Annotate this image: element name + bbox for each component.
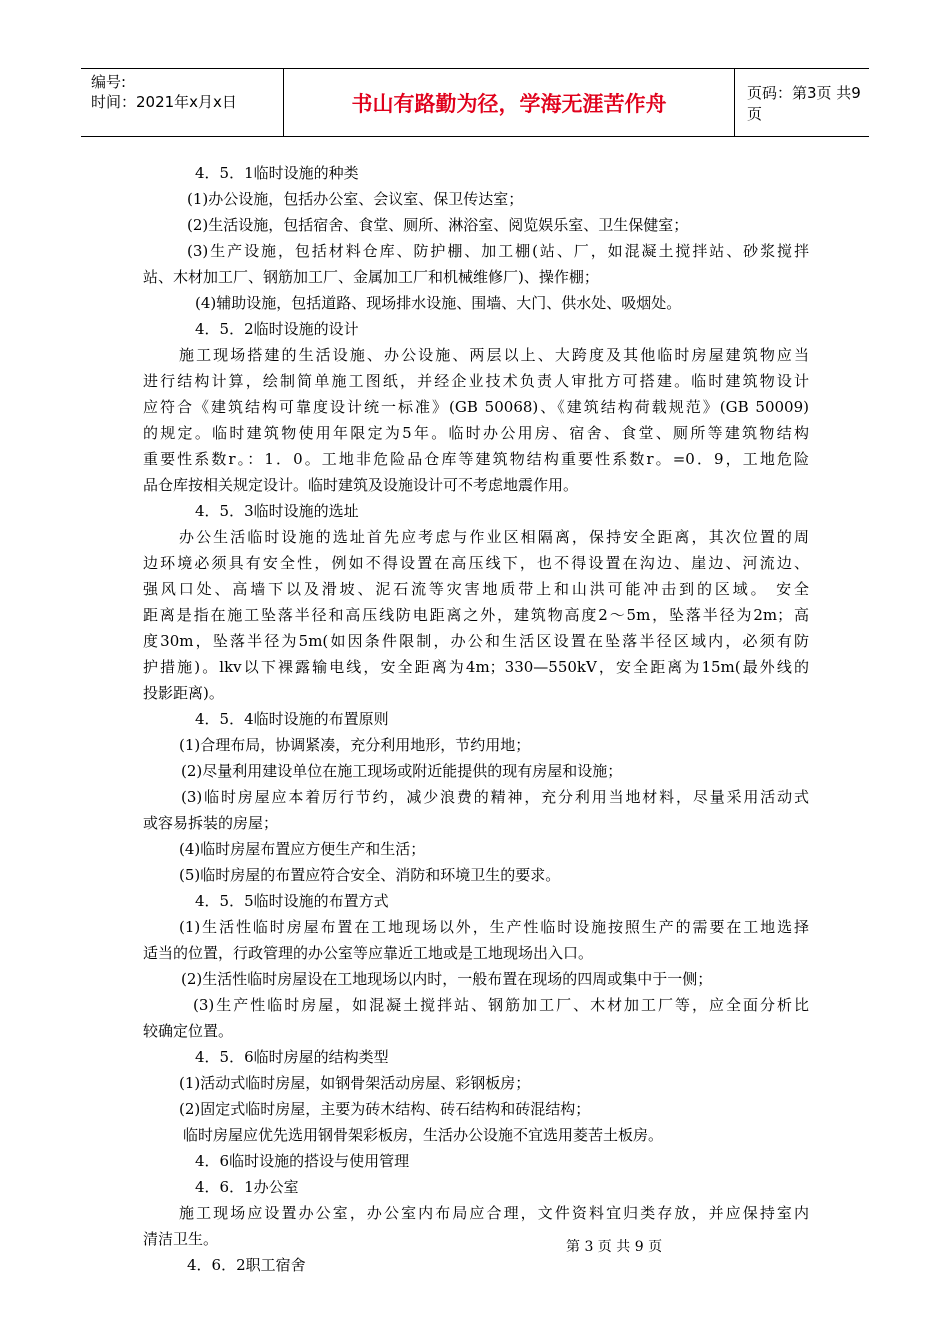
text-line: (1)生活性临时房屋布置在工地现场以外，生产性临时设施按照生产的需要在工地选择 — [179, 918, 809, 936]
text-line: 适当的位置，行政管理的办公室等应靠近工地或是工地现场出入口。 — [143, 944, 594, 962]
header-page-label: 页码：第3页 共9页 — [747, 83, 861, 123]
text-line: 的规定。临时建筑物使用年限定为5年。临时办公用房、宿舍、食堂、厕所等建筑物结构 — [143, 424, 809, 442]
text-line: 边环境必须具有安全性，例如不得设置在高压线下，也不得设置在沟边、崖边、河流边、 — [143, 554, 809, 572]
text-line: 较确定位置。 — [143, 1022, 234, 1040]
header-meta — [81, 69, 283, 136]
text-line: (3)生产性临时房屋，如混凝土搅拌站、钢筋加工厂、木材加工厂等，应全面分析比 — [193, 996, 809, 1014]
text-line: 办公生活临时设施的选址首先应考虑与作业区相隔离，保持安全距离，其次位置的周 — [179, 528, 809, 546]
text-line: 进行结构计算，绘制简单施工图纸，并经企业技术负责人审批方可搭建。临时建筑物设计 — [143, 372, 809, 390]
text-line: 清洁卫生。 — [143, 1230, 219, 1248]
document-body — [143, 160, 809, 1278]
text-line: (3)临时房屋应本着厉行节约，减少浪费的精神，充分利用当地材料，尽量采用活动式 — [181, 788, 809, 806]
text-line: 4．5．1临时设施的种类 — [195, 164, 359, 182]
text-line: 4．6临时设施的搭设与使用管理 — [195, 1152, 410, 1170]
document-header — [81, 68, 869, 137]
text-line: 4．5．4临时设施的布置原则 — [195, 710, 389, 728]
text-line: (1)合理布局，协调紧凑，充分利用地形，节约用地； — [179, 736, 531, 754]
text-line: (2)尽量利用建设单位在施工现场或附近能提供的现有房屋和设施； — [181, 762, 623, 780]
text-line: 临时房屋应优先选用钢骨架彩板房，生活办公设施不宜选用菱苦土板房。 — [183, 1126, 664, 1144]
text-line: 4．5．2临时设施的设计 — [195, 320, 359, 338]
text-line: 或容易拆装的房屋； — [143, 814, 279, 832]
text-line: 距离是指在施工坠落半径和高压线防电距离之外，建筑物高度2～5m，坠落半径为2m；高 — [143, 606, 809, 624]
text-line: (2)生活设施，包括宿舍、食堂、厕所、淋浴室、阅览娱乐室、卫生保健室； — [187, 216, 689, 234]
text-line: 护措施)。lkv以下裸露输电线，安全距离为4m；330—550kV，安全距离为15m(最外线的 — [143, 658, 809, 676]
text-line: (2)固定式临时房屋，主要为砖木结构、砖石结构和砖混结构； — [179, 1100, 591, 1118]
text-line: 应符合《建筑结构可靠度设计统一标准》(GB 50068)、《建筑结构荷载规范》(GB 50009) — [143, 398, 809, 416]
text-line: (4)辅助设施，包括道路、现场排水设施、围墙、大门、供水处、吸烟处。 — [195, 294, 682, 312]
text-line: (5)临时房屋的布置应符合安全、消防和环境卫生的要求。 — [179, 866, 561, 884]
text-line: 4．6．2职工宿舍 — [187, 1256, 306, 1274]
text-line: 4．6．1办公室 — [195, 1178, 299, 1196]
text-line: (4)临时房屋布置应方便生产和生活； — [179, 840, 426, 858]
text-line: (1)办公设施，包括办公室、会议室、保卫传达室； — [187, 190, 524, 208]
text-line: 品仓库按相关规定设计。临时建筑及设施设计可不考虑地震作用。 — [143, 476, 579, 494]
text-line: 4．5．6临时房屋的结构类型 — [195, 1048, 389, 1066]
text-line: (2)生活性临时房屋设在工地现场以内时，一般布置在现场的四周或集中于一侧； — [181, 970, 713, 988]
text-line: 重要性系数r。：1．0。工地非危险品仓库等建筑物结构重要性系数r。=0．9，工地危险 — [143, 450, 809, 468]
text-line: 站、木材加工厂、钢筋加工厂、金属加工厂和机械维修厂)、操作棚； — [143, 268, 599, 286]
text-line: 施工现场应设置办公室，办公室内布局应合理，文件资料宜归类存放，并应保持室内 — [179, 1204, 809, 1222]
text-line: 度30m，坠落半径为5m(如因条件限制，办公和生活区设置在坠落半径区域内，必须有防 — [143, 632, 809, 650]
page-footer: 第 3 页 共 9 页 — [566, 1239, 663, 1255]
text-line: 施工现场搭建的生活设施、办公设施、两层以上、大跨度及其他临时房屋建筑物应当 — [179, 346, 809, 364]
text-line: 投影距离)。 — [143, 684, 224, 702]
text-line: 4．5．3临时设施的选址 — [195, 502, 359, 520]
header-motto: 书山有路勤为径，学海无涯苦作舟 — [283, 69, 735, 136]
text-line: 强风口处、高墙下以及滑坡、泥石流等灾害地质带上和山洪可能冲击到的区域。 安全 — [143, 580, 809, 598]
time-label: 时间：2021年x月x日 — [91, 93, 237, 111]
text-line: (3)生产设施，包括材料仓库、防护棚、加工棚(站、厂，如混凝土搅拌站、砂浆搅拌 — [187, 242, 809, 260]
number-label: 编号: — [91, 73, 127, 91]
text-line: (1)活动式临时房屋，如钢骨架活动房屋、彩钢板房； — [179, 1074, 531, 1092]
text-line: 4．5．5临时设施的布置方式 — [195, 892, 389, 910]
